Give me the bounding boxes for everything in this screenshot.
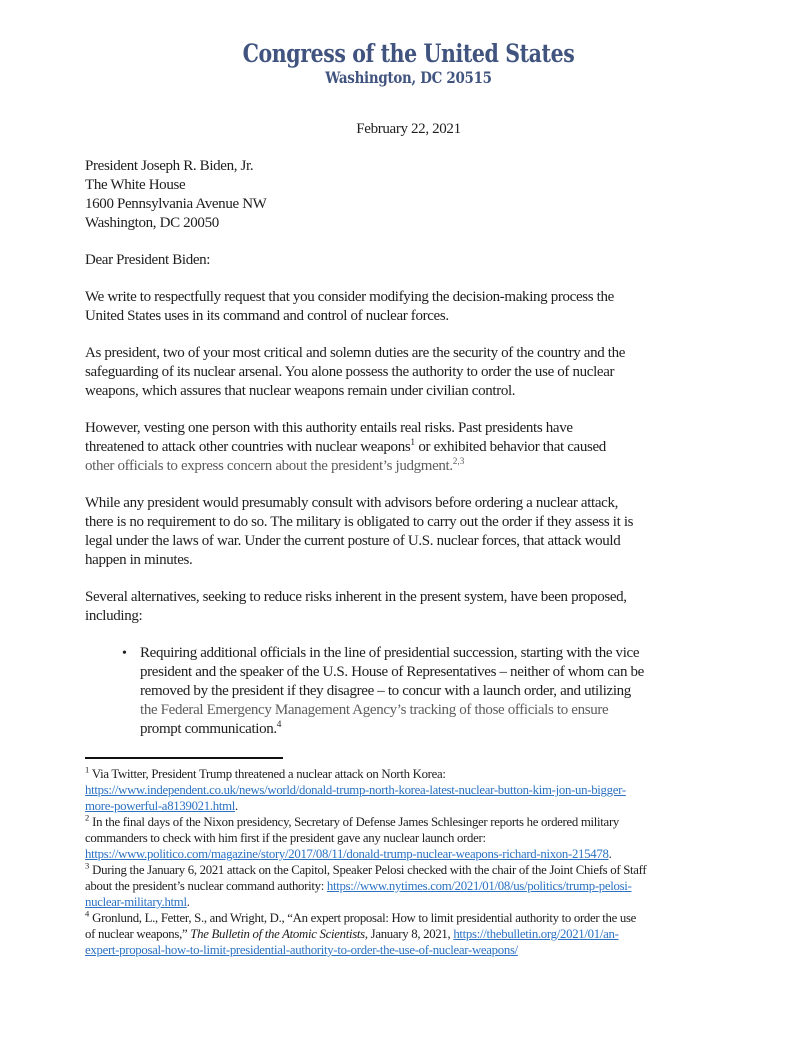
superscript-ref: 2,3 bbox=[452, 457, 465, 467]
text-line bbox=[140, 720, 644, 739]
text-segment: Requiring additional officials in the line of presidential succession, starting with the vice bbox=[140, 645, 640, 661]
italic-citation: The Bulletin of the Atomic Scientists bbox=[190, 927, 365, 941]
bullet-icon: • bbox=[122, 646, 127, 661]
text-line bbox=[85, 878, 732, 894]
body-paragraph bbox=[85, 344, 732, 401]
text-segment: safeguarding of its nuclear arsenal. You alone possess the authority to order the use of nuclear bbox=[85, 364, 615, 380]
text-line bbox=[85, 513, 732, 532]
text-segment: commanders to check with him first if the president gave any nuclear launch order: bbox=[85, 831, 486, 845]
letterhead-address: Washington, DC 20515 bbox=[325, 68, 492, 87]
text-line bbox=[85, 532, 732, 551]
text-segment: other officials to express concern about the president’s judgment. bbox=[85, 458, 453, 474]
recipient-address bbox=[85, 157, 732, 233]
text-segment: including: bbox=[85, 608, 143, 624]
text-line bbox=[85, 419, 732, 438]
text-segment: or exhibited behavior that caused bbox=[415, 439, 606, 455]
text-line bbox=[85, 438, 732, 457]
text-line bbox=[140, 663, 644, 682]
text-segment: about the president’s nuclear command authority: bbox=[85, 879, 327, 893]
text-line bbox=[85, 382, 732, 401]
footnote bbox=[85, 910, 732, 958]
text-line bbox=[85, 926, 732, 942]
text-segment: legal under the laws of war. Under the current posture of U.S. nuclear forces, that attack would bbox=[85, 533, 621, 549]
text-segment: During the January 6, 2021 attack on the Capitol, Speaker Pelosi checked with the chair of the Joint Chiefs of Staff bbox=[89, 863, 647, 877]
text-segment: Several alternatives, seeking to reduce risks inherent in the present system, have been proposed, bbox=[85, 589, 627, 605]
superscript-ref: 1 bbox=[410, 438, 415, 448]
footnote-link[interactable]: nuclear-military.html bbox=[85, 895, 187, 909]
text-segment: prompt communication. bbox=[140, 721, 277, 737]
text-segment: . bbox=[186, 895, 190, 909]
text-line bbox=[85, 814, 732, 830]
text-segment: the Federal Emergency Management Agency’s tracking of those officials to ensure bbox=[140, 702, 609, 718]
text-segment: However, vesting one person with this authority entails real risks. Past presidents have bbox=[85, 420, 573, 436]
footnote bbox=[85, 766, 732, 814]
bullet-text bbox=[140, 644, 644, 739]
superscript-ref: 4 bbox=[85, 908, 90, 919]
footnote-link[interactable]: https://www.politico.com/magazine/story/2017/08/11/donald-trump-nuclear-weapons-richard-nixon-215478 bbox=[85, 847, 609, 861]
text-segment: president and the speaker of the U.S. House of Representatives – neither of whom can be bbox=[140, 664, 644, 680]
text-segment: weapons, which assures that nuclear weapons remain under civilian control. bbox=[85, 383, 516, 399]
text-line bbox=[140, 701, 644, 720]
text-line bbox=[85, 588, 732, 607]
text-segment: Gronlund, L., Fetter, S., and Wright, D., “An expert proposal: How to limit presidential authority to order the use bbox=[89, 911, 637, 925]
footnote-link[interactable]: https://thebulletin.org/2021/01/an- bbox=[453, 927, 619, 941]
text-line bbox=[140, 644, 644, 663]
footnote-link[interactable]: https://www.nytimes.com/2021/01/08/us/politics/trump-pelosi- bbox=[326, 879, 632, 893]
text-segment: In the final days of the Nixon presidency, Secretary of Defense James Schlesinger reports he ordered military bbox=[89, 815, 620, 829]
text-line bbox=[85, 798, 732, 814]
text-line bbox=[85, 551, 732, 570]
superscript-ref: 1 bbox=[85, 764, 90, 775]
text-line bbox=[85, 494, 732, 513]
letter-body bbox=[85, 288, 732, 739]
address-line: The White House bbox=[85, 177, 186, 193]
text-line bbox=[85, 862, 732, 878]
letterhead bbox=[85, 40, 732, 88]
text-segment: happen in minutes. bbox=[85, 552, 193, 568]
footnote-separator bbox=[85, 757, 283, 759]
salutation: Dear President Biden: bbox=[85, 252, 211, 268]
text-segment: threatened to attack other countries with nuclear weapons bbox=[85, 439, 411, 455]
footnote bbox=[85, 862, 732, 910]
footnotes bbox=[85, 766, 732, 958]
text-segment: . bbox=[608, 847, 612, 861]
text-segment: While any president would presumably consult with advisors before ordering a nuclear attack, bbox=[85, 495, 619, 511]
footnote-link[interactable]: https://www.independent.co.uk/news/world/donald-trump-north-korea-latest-nuclear-button-kim-jon-un-bigger- bbox=[85, 783, 626, 797]
text-line bbox=[85, 766, 732, 782]
text-segment: . bbox=[235, 799, 238, 813]
text-segment: of nuclear weapons,” bbox=[85, 927, 191, 941]
superscript-ref: 4 bbox=[276, 720, 282, 730]
text-line bbox=[140, 682, 644, 701]
footnote-link[interactable]: more-powerful-a8139021.html bbox=[85, 799, 236, 813]
superscript-ref: 2 bbox=[85, 812, 90, 823]
text-line bbox=[85, 457, 732, 476]
text-segment: removed by the president if they disagree – to concur with a launch order, and utilizing bbox=[140, 683, 631, 699]
text-line bbox=[85, 830, 732, 846]
text-line bbox=[85, 782, 732, 798]
text-line bbox=[85, 894, 732, 910]
footnote bbox=[85, 814, 732, 862]
text-segment: , January 8, 2021, bbox=[364, 927, 454, 941]
address-line: President Joseph R. Biden, Jr. bbox=[85, 158, 254, 174]
text-line bbox=[85, 288, 732, 307]
body-paragraph bbox=[85, 288, 732, 326]
text-line bbox=[85, 910, 732, 926]
body-paragraph bbox=[85, 494, 732, 570]
letter-date: February 22, 2021 bbox=[356, 121, 461, 137]
address-line: 1600 Pennsylvania Avenue NW bbox=[85, 196, 267, 212]
text-line bbox=[85, 607, 732, 626]
text-segment: Via Twitter, President Trump threatened a nuclear attack on North Korea: bbox=[89, 767, 446, 781]
text-line bbox=[85, 344, 732, 363]
text-line bbox=[85, 942, 732, 958]
text-segment: United States uses in its command and control of nuclear forces. bbox=[85, 308, 449, 324]
text-line bbox=[85, 363, 732, 382]
address-line: Washington, DC 20050 bbox=[85, 215, 219, 231]
body-paragraph bbox=[85, 588, 732, 626]
text-segment: there is no requirement to do so. The military is obligated to carry out the order if they assess it is bbox=[85, 514, 634, 530]
bullet-list-item bbox=[85, 644, 732, 739]
body-paragraph bbox=[85, 419, 732, 476]
text-segment: As president, two of your most critical and solemn duties are the security of the country and the bbox=[85, 345, 626, 361]
superscript-ref: 3 bbox=[85, 860, 90, 871]
letterhead-title: Congress of the United States bbox=[242, 39, 575, 68]
footnote-link[interactable]: expert-proposal-how-to-limit-presidential-authority-to-order-the-use-of-nuclear-weapons/ bbox=[85, 943, 518, 957]
text-segment: We write to respectfully request that you consider modifying the decision-making process the bbox=[85, 289, 614, 305]
text-line bbox=[85, 307, 732, 326]
text-line bbox=[85, 846, 732, 862]
